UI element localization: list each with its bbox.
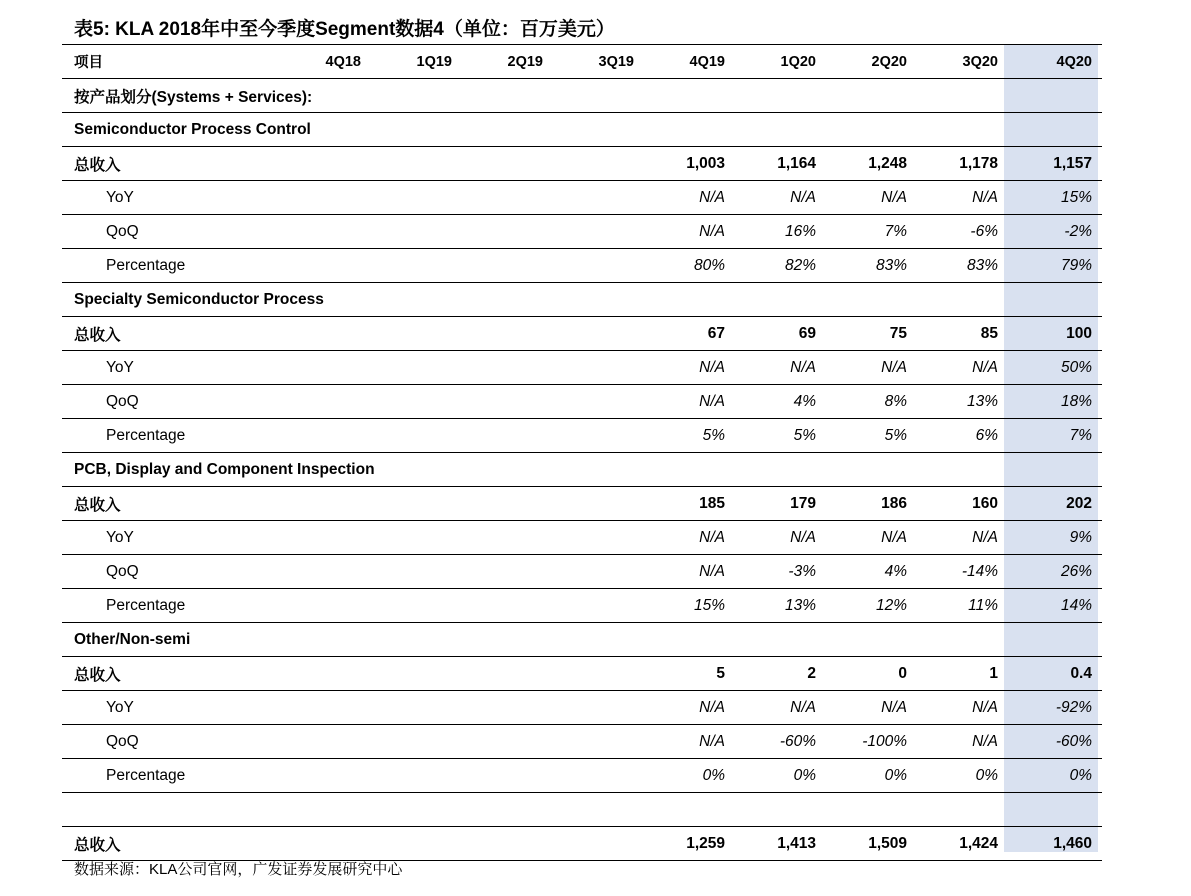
revenue-row xyxy=(62,657,1102,691)
percentage-row xyxy=(62,249,1102,283)
value-cell: 85 xyxy=(917,317,1008,351)
value-cell: 0% xyxy=(917,759,1008,793)
yoy-row xyxy=(62,351,1102,385)
value-cell xyxy=(462,215,553,249)
value-cell: 1,424 xyxy=(917,827,1008,861)
row-label: 总收入 xyxy=(62,317,280,351)
value-cell: N/A xyxy=(644,725,735,759)
value-cell xyxy=(371,725,462,759)
value-cell xyxy=(462,555,553,589)
segment-table xyxy=(62,44,1102,861)
value-cell xyxy=(462,691,553,725)
value-cell xyxy=(553,589,644,623)
value-cell xyxy=(462,827,553,861)
value-cell: 1,509 xyxy=(826,827,917,861)
value-cell xyxy=(371,589,462,623)
value-cell: -2% xyxy=(1008,215,1102,249)
yoy-row xyxy=(62,181,1102,215)
percentage-row xyxy=(62,589,1102,623)
table-body xyxy=(62,45,1102,861)
value-cell xyxy=(462,385,553,419)
value-cell: N/A xyxy=(735,521,826,555)
value-cell xyxy=(462,759,553,793)
value-cell xyxy=(644,793,735,827)
value-cell xyxy=(1008,283,1102,317)
value-cell xyxy=(371,793,462,827)
row-label: Other/Non-semi xyxy=(62,623,280,657)
qoq-row xyxy=(62,555,1102,589)
quarter-header: 3Q19 xyxy=(553,45,644,79)
value-cell xyxy=(371,351,462,385)
value-cell: 100 xyxy=(1008,317,1102,351)
value-cell xyxy=(462,725,553,759)
value-cell: -60% xyxy=(735,725,826,759)
value-cell xyxy=(462,419,553,453)
value-cell: 0% xyxy=(1008,759,1102,793)
value-cell xyxy=(553,147,644,181)
value-cell: 69 xyxy=(735,317,826,351)
value-cell xyxy=(280,589,371,623)
value-cell: 13% xyxy=(735,589,826,623)
value-cell: -100% xyxy=(826,725,917,759)
value-cell xyxy=(371,385,462,419)
value-cell: 6% xyxy=(917,419,1008,453)
value-cell xyxy=(462,147,553,181)
value-cell xyxy=(280,385,371,419)
value-cell xyxy=(280,215,371,249)
value-cell xyxy=(917,453,1008,487)
value-cell: 179 xyxy=(735,487,826,521)
value-cell xyxy=(371,113,462,147)
value-cell: 0 xyxy=(826,657,917,691)
quarter-header: 4Q20 xyxy=(1008,45,1102,79)
row-label: 总收入 xyxy=(62,657,280,691)
qoq-row xyxy=(62,725,1102,759)
value-cell xyxy=(371,181,462,215)
value-cell xyxy=(735,453,826,487)
value-cell: 0% xyxy=(735,759,826,793)
value-cell: 75 xyxy=(826,317,917,351)
value-cell: 12% xyxy=(826,589,917,623)
value-cell: N/A xyxy=(644,521,735,555)
quarter-header: 4Q19 xyxy=(644,45,735,79)
value-cell xyxy=(553,759,644,793)
value-cell: 185 xyxy=(644,487,735,521)
quarter-header: 2Q19 xyxy=(462,45,553,79)
row-label xyxy=(62,793,280,827)
row-label: QoQ xyxy=(62,725,280,759)
value-cell: 50% xyxy=(1008,351,1102,385)
value-cell: N/A xyxy=(644,385,735,419)
percentage-row xyxy=(62,419,1102,453)
value-cell: N/A xyxy=(644,215,735,249)
value-cell xyxy=(371,759,462,793)
value-cell: 83% xyxy=(826,249,917,283)
yoy-row xyxy=(62,521,1102,555)
value-cell xyxy=(826,793,917,827)
value-cell xyxy=(553,113,644,147)
value-cell: 11% xyxy=(917,589,1008,623)
quarter-header: 3Q20 xyxy=(917,45,1008,79)
value-cell: 15% xyxy=(644,589,735,623)
value-cell: 9% xyxy=(1008,521,1102,555)
value-cell xyxy=(826,453,917,487)
revenue-row xyxy=(62,487,1102,521)
value-cell: N/A xyxy=(735,691,826,725)
value-cell: 1,178 xyxy=(917,147,1008,181)
value-cell xyxy=(553,691,644,725)
row-label: Semiconductor Process Control xyxy=(62,113,280,147)
value-cell xyxy=(280,725,371,759)
value-cell xyxy=(553,657,644,691)
yoy-row xyxy=(62,691,1102,725)
value-cell xyxy=(280,657,371,691)
value-cell xyxy=(371,147,462,181)
value-cell: -6% xyxy=(917,215,1008,249)
value-cell xyxy=(553,181,644,215)
value-cell: N/A xyxy=(917,521,1008,555)
value-cell xyxy=(280,249,371,283)
value-cell: 79% xyxy=(1008,249,1102,283)
row-label: Percentage xyxy=(62,759,280,793)
segment-name-row xyxy=(62,623,1102,657)
value-cell xyxy=(553,215,644,249)
value-cell xyxy=(371,521,462,555)
value-cell: 0% xyxy=(826,759,917,793)
segment-table-wrapper xyxy=(62,44,1098,861)
value-cell xyxy=(462,487,553,521)
row-label: QoQ xyxy=(62,385,280,419)
value-cell xyxy=(553,419,644,453)
value-cell: N/A xyxy=(644,555,735,589)
value-cell xyxy=(644,79,735,113)
quarter-header: 1Q19 xyxy=(371,45,462,79)
value-cell xyxy=(280,691,371,725)
value-cell: 13% xyxy=(917,385,1008,419)
value-cell: -3% xyxy=(735,555,826,589)
source-note: 数据来源：KLA公司官网，广发证券发展研究中心 xyxy=(74,861,403,878)
row-label: QoQ xyxy=(62,215,280,249)
value-cell xyxy=(371,317,462,351)
value-cell xyxy=(371,827,462,861)
row-label: 按产品划分(Systems + Services): xyxy=(62,79,280,113)
value-cell: N/A xyxy=(644,351,735,385)
value-cell xyxy=(462,181,553,215)
value-cell: 1,157 xyxy=(1008,147,1102,181)
value-cell: 83% xyxy=(917,249,1008,283)
value-cell xyxy=(280,793,371,827)
header-row xyxy=(62,45,1102,79)
value-cell xyxy=(371,487,462,521)
value-cell: 160 xyxy=(917,487,1008,521)
value-cell xyxy=(553,827,644,861)
value-cell xyxy=(1008,623,1102,657)
value-cell: 5% xyxy=(644,419,735,453)
row-label: Specialty Semiconductor Process xyxy=(62,283,280,317)
value-cell xyxy=(462,623,553,657)
value-cell xyxy=(553,487,644,521)
value-cell xyxy=(371,623,462,657)
value-cell: N/A xyxy=(826,521,917,555)
value-cell: -60% xyxy=(1008,725,1102,759)
row-label: Percentage xyxy=(62,249,280,283)
value-cell xyxy=(553,317,644,351)
value-cell xyxy=(462,351,553,385)
value-cell xyxy=(280,317,371,351)
row-label: Percentage xyxy=(62,419,280,453)
value-cell xyxy=(1008,793,1102,827)
value-cell xyxy=(644,113,735,147)
value-cell: N/A xyxy=(917,691,1008,725)
value-cell: 16% xyxy=(735,215,826,249)
value-cell xyxy=(917,793,1008,827)
value-cell xyxy=(280,351,371,385)
value-cell xyxy=(371,555,462,589)
value-cell: -14% xyxy=(917,555,1008,589)
value-cell xyxy=(553,453,644,487)
value-cell xyxy=(917,113,1008,147)
value-cell xyxy=(280,487,371,521)
value-cell xyxy=(1008,113,1102,147)
value-cell xyxy=(553,555,644,589)
revenue-row xyxy=(62,147,1102,181)
value-cell xyxy=(553,385,644,419)
value-cell: 5 xyxy=(644,657,735,691)
value-cell xyxy=(644,283,735,317)
segment-name-row xyxy=(62,113,1102,147)
value-cell xyxy=(735,793,826,827)
value-cell xyxy=(553,793,644,827)
value-cell: 202 xyxy=(1008,487,1102,521)
value-cell xyxy=(462,249,553,283)
value-cell xyxy=(826,79,917,113)
value-cell xyxy=(826,283,917,317)
value-cell xyxy=(462,113,553,147)
value-cell: 1,259 xyxy=(644,827,735,861)
header-item-label: 项目 xyxy=(62,45,280,79)
row-label: YoY xyxy=(62,181,280,215)
value-cell: N/A xyxy=(826,181,917,215)
value-cell xyxy=(553,725,644,759)
value-cell xyxy=(462,521,553,555)
segment-name-row xyxy=(62,283,1102,317)
value-cell: 0% xyxy=(644,759,735,793)
value-cell xyxy=(280,521,371,555)
spacer-row xyxy=(62,793,1102,827)
row-label: Percentage xyxy=(62,589,280,623)
value-cell: N/A xyxy=(917,181,1008,215)
value-cell xyxy=(553,249,644,283)
row-label: YoY xyxy=(62,521,280,555)
row-label: PCB, Display and Component Inspection xyxy=(62,453,280,487)
value-cell: 7% xyxy=(1008,419,1102,453)
value-cell: 2 xyxy=(735,657,826,691)
value-cell xyxy=(371,79,462,113)
value-cell: 8% xyxy=(826,385,917,419)
row-label: YoY xyxy=(62,691,280,725)
value-cell xyxy=(826,113,917,147)
value-cell: 82% xyxy=(735,249,826,283)
value-cell: 1,164 xyxy=(735,147,826,181)
value-cell xyxy=(917,283,1008,317)
value-cell: 186 xyxy=(826,487,917,521)
quarter-header: 1Q20 xyxy=(735,45,826,79)
value-cell: 5% xyxy=(735,419,826,453)
value-cell xyxy=(917,623,1008,657)
value-cell xyxy=(462,317,553,351)
qoq-row xyxy=(62,385,1102,419)
value-cell: N/A xyxy=(644,181,735,215)
value-cell xyxy=(553,521,644,555)
value-cell xyxy=(553,623,644,657)
value-cell: 7% xyxy=(826,215,917,249)
value-cell xyxy=(826,623,917,657)
value-cell xyxy=(280,827,371,861)
value-cell: N/A xyxy=(826,351,917,385)
value-cell: N/A xyxy=(826,691,917,725)
percentage-row xyxy=(62,759,1102,793)
value-cell: 67 xyxy=(644,317,735,351)
value-cell xyxy=(735,623,826,657)
value-cell xyxy=(462,283,553,317)
value-cell: N/A xyxy=(735,351,826,385)
value-cell xyxy=(462,589,553,623)
by-product-row xyxy=(62,79,1102,113)
value-cell: 15% xyxy=(1008,181,1102,215)
value-cell xyxy=(280,759,371,793)
value-cell xyxy=(1008,79,1102,113)
row-label: YoY xyxy=(62,351,280,385)
value-cell: 18% xyxy=(1008,385,1102,419)
value-cell: 1 xyxy=(917,657,1008,691)
value-cell xyxy=(735,113,826,147)
value-cell: N/A xyxy=(917,725,1008,759)
value-cell xyxy=(553,283,644,317)
row-label: 总收入 xyxy=(62,147,280,181)
quarter-header: 2Q20 xyxy=(826,45,917,79)
value-cell xyxy=(917,79,1008,113)
value-cell: 1,003 xyxy=(644,147,735,181)
value-cell xyxy=(553,79,644,113)
row-label: 总收入 xyxy=(62,487,280,521)
value-cell xyxy=(280,623,371,657)
total-row xyxy=(62,827,1102,861)
value-cell xyxy=(371,453,462,487)
value-cell: 4% xyxy=(735,385,826,419)
revenue-row xyxy=(62,317,1102,351)
value-cell xyxy=(280,147,371,181)
value-cell xyxy=(553,351,644,385)
value-cell: 5% xyxy=(826,419,917,453)
value-cell: 1,460 xyxy=(1008,827,1102,861)
value-cell xyxy=(462,657,553,691)
table-title: 表5: KLA 2018年中至今季度Segment数据4（单位：百万美元） xyxy=(74,19,615,40)
value-cell xyxy=(371,419,462,453)
quarter-header: 4Q18 xyxy=(280,45,371,79)
value-cell: 1,248 xyxy=(826,147,917,181)
value-cell: 4% xyxy=(826,555,917,589)
value-cell xyxy=(462,453,553,487)
row-label: QoQ xyxy=(62,555,280,589)
value-cell: N/A xyxy=(917,351,1008,385)
value-cell xyxy=(1008,453,1102,487)
value-cell: N/A xyxy=(644,691,735,725)
value-cell xyxy=(644,623,735,657)
value-cell: 80% xyxy=(644,249,735,283)
value-cell xyxy=(371,249,462,283)
value-cell xyxy=(735,79,826,113)
value-cell xyxy=(280,419,371,453)
value-cell xyxy=(371,215,462,249)
value-cell: 1,413 xyxy=(735,827,826,861)
value-cell: 0.4 xyxy=(1008,657,1102,691)
value-cell xyxy=(644,453,735,487)
value-cell: N/A xyxy=(735,181,826,215)
row-label: 总收入 xyxy=(62,827,280,861)
value-cell xyxy=(735,283,826,317)
value-cell: 26% xyxy=(1008,555,1102,589)
value-cell: -92% xyxy=(1008,691,1102,725)
value-cell xyxy=(280,181,371,215)
segment-name-row xyxy=(62,453,1102,487)
value-cell xyxy=(371,657,462,691)
value-cell xyxy=(371,283,462,317)
value-cell xyxy=(462,793,553,827)
value-cell xyxy=(462,79,553,113)
value-cell: 14% xyxy=(1008,589,1102,623)
value-cell xyxy=(280,555,371,589)
qoq-row xyxy=(62,215,1102,249)
value-cell xyxy=(371,691,462,725)
